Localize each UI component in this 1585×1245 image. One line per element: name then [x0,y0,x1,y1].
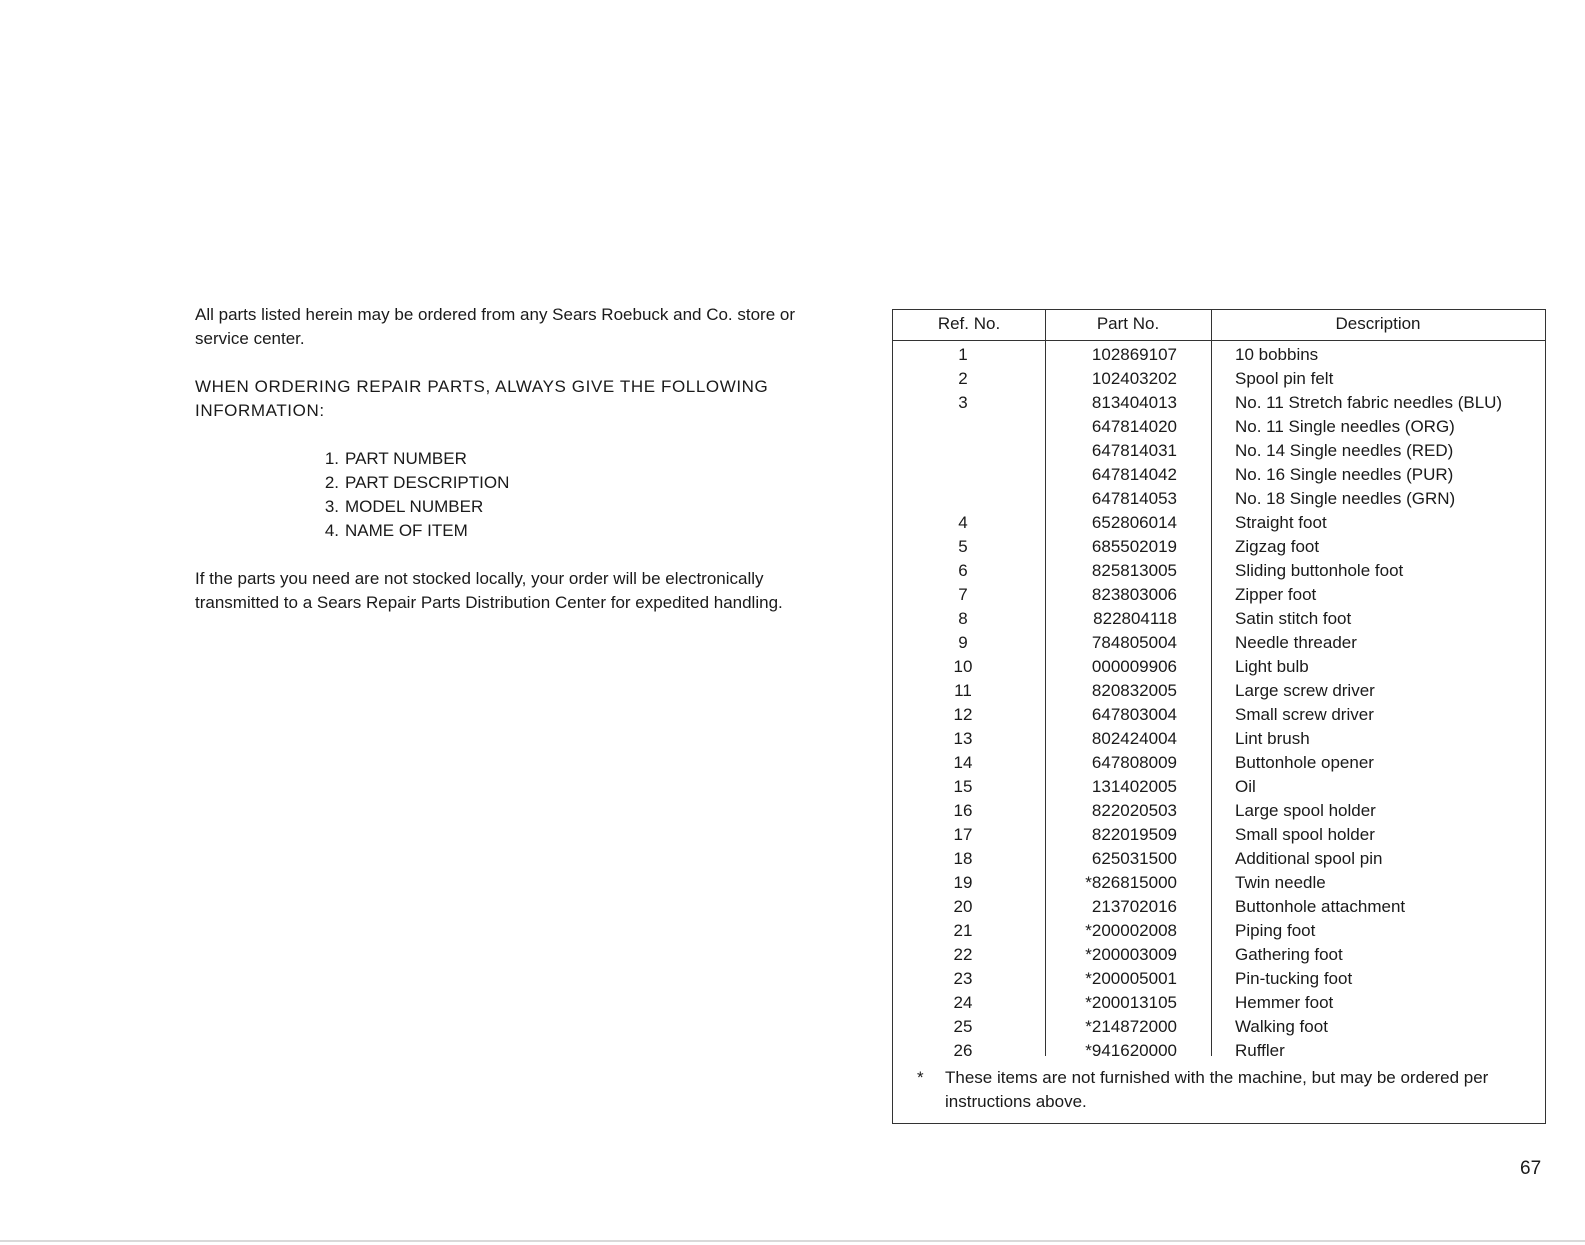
ref-cell: 20 [953,897,973,916]
header-ref-no: Ref. No. [937,314,1001,333]
ref-cell: 26 [953,1041,973,1060]
footnote-mark: * [917,1068,924,1087]
footnote [917,1066,1521,1114]
ref-cell: 16 [953,801,973,820]
table-row [893,559,1545,583]
description-cell: Walking foot [1235,1017,1328,1036]
description-cell: Small screw driver [1235,705,1374,724]
header-description: Description [1335,314,1421,333]
description-cell: Gathering foot [1235,945,1343,964]
description-cell: Sliding buttonhole foot [1235,561,1404,580]
description-cell: Small spool holder [1235,825,1375,844]
table-row [893,607,1545,631]
table-row [893,655,1545,679]
header-part-no: Part No. [1096,314,1160,333]
table-row [893,751,1545,775]
table-row [893,463,1545,487]
part-number-cell: 820832005 [1091,681,1177,700]
description-cell: Light bulb [1235,657,1309,676]
table-row [893,679,1545,703]
ref-cell: 21 [953,921,973,940]
list-item: 2. PART DESCRIPTION [324,473,510,492]
description-cell: Satin stitch foot [1235,609,1352,628]
ref-cell: 24 [953,993,973,1012]
ref-cell: 19 [953,873,973,892]
table-row [893,943,1545,967]
list-item: 3. MODEL NUMBER [324,497,484,516]
ref-cell: 7 [958,585,968,604]
description-cell: Needle threader [1235,633,1357,652]
part-number-cell: *200013105 [1085,993,1177,1012]
description-cell: Additional spool pin [1235,849,1383,868]
table-row [893,967,1545,991]
table-row [893,631,1545,655]
description-cell: Twin needle [1235,873,1326,892]
ref-cell: 12 [953,705,973,724]
description-cell: Pin-tucking foot [1235,969,1353,988]
description-cell: 10 bobbins [1235,345,1319,364]
part-number-cell: 102403202 [1091,369,1177,388]
ref-cell: 14 [953,753,973,772]
table-row [893,799,1545,823]
part-number-cell: 822019509 [1091,825,1177,844]
description-cell: Lint brush [1235,729,1310,748]
table-row [893,703,1545,727]
ref-cell: 15 [953,777,973,796]
table-row [893,367,1545,391]
table-row [893,1039,1545,1063]
part-number-cell: 647814031 [1091,441,1177,460]
ref-cell: 5 [958,537,968,556]
table-row [893,439,1545,463]
table-row [893,847,1545,871]
ref-cell: 18 [953,849,973,868]
ref-cell: 2 [958,369,968,388]
table-row [893,343,1545,367]
part-number-cell: 647808009 [1091,753,1177,772]
part-number-cell: 802424004 [1091,729,1177,748]
distribution-note: If the parts you need are not stocked locally, your order will be electronically transmitted to a Sears Repair Parts Distribution Center for expedited handling. [195,569,783,612]
page-edge-rule [0,1240,1585,1242]
table-row [893,511,1545,535]
part-number-cell: 813404013 [1091,393,1177,412]
required-info-list [195,447,835,543]
ref-cell: 1 [958,345,968,364]
part-number-cell: 000009906 [1091,657,1177,676]
list-item: 1. PART NUMBER [324,449,467,468]
part-number-cell: 822804118 [1093,609,1177,628]
table-row [893,487,1545,511]
ref-cell: 3 [958,393,968,412]
ordering-instructions [195,303,835,615]
part-number-cell: 647814042 [1091,465,1177,484]
ref-cell: 11 [954,681,972,700]
intro-text: All parts listed herein may be ordered from any Sears Roebuck and Co. store or service center. [195,305,796,348]
part-number-cell: 822020503 [1091,801,1177,820]
description-cell: Buttonhole opener [1235,753,1374,772]
part-number-cell: 685502019 [1091,537,1177,556]
part-number-cell: 652806014 [1091,513,1177,532]
header-divider [893,340,1545,341]
description-cell: No. 11 Single needles (ORG) [1235,417,1455,436]
description-cell: No. 16 Single needles (PUR) [1235,465,1454,484]
part-number-cell: *214872000 [1085,1017,1177,1036]
part-number-cell: 647814020 [1091,417,1177,436]
table-row [893,919,1545,943]
table-row [893,823,1545,847]
description-cell: Large screw driver [1235,681,1375,700]
table-row [893,1015,1545,1039]
description-cell: Large spool holder [1235,801,1376,820]
part-number-cell: 647803004 [1091,705,1177,724]
ref-cell: 17 [953,825,973,844]
description-cell: Straight foot [1235,513,1327,532]
table-row [893,775,1545,799]
description-cell: Hemmer foot [1235,993,1334,1012]
table-row [893,583,1545,607]
ref-cell: 25 [953,1017,973,1036]
description-cell: No. 18 Single needles (GRN) [1235,489,1456,508]
table-row [893,991,1545,1015]
description-cell: Buttonhole attachment [1235,897,1406,916]
part-number-cell: 784805004 [1091,633,1177,652]
table-row [893,391,1545,415]
description-cell: No. 11 Stretch fabric needles (BLU) [1235,393,1503,412]
part-number-cell: 625031500 [1091,849,1177,868]
ordering-heading: WHEN ORDERING REPAIR PARTS, ALWAYS GIVE THE FOLLOWING INFORMATION: [195,377,769,420]
ref-cell: 8 [958,609,968,628]
part-number-cell: *200002008 [1085,921,1177,940]
footnote-text: These items are not furnished with the machine, but may be ordered per instructions above. [945,1068,1489,1111]
part-number-cell: *941620000 [1085,1041,1177,1060]
parts-table [892,309,1546,1124]
table-row [893,895,1545,919]
description-cell: Piping foot [1235,921,1316,940]
part-number-cell: *826815000 [1085,873,1177,892]
description-cell: Zipper foot [1235,585,1317,604]
part-number-cell: 131402005 [1091,777,1177,796]
description-cell: Spool pin felt [1235,369,1334,388]
description-cell: Ruffler [1235,1041,1285,1060]
ref-cell: 23 [953,969,973,988]
list-item: 4. NAME OF ITEM [324,521,468,540]
ref-cell: 6 [958,561,968,580]
ref-cell: 22 [953,945,973,964]
part-number-cell: 213702016 [1091,897,1177,916]
ref-cell: 10 [953,657,973,676]
table-row [893,727,1545,751]
description-cell: Zigzag foot [1235,537,1320,556]
table-row [893,415,1545,439]
part-number-cell: *200005001 [1085,969,1177,988]
part-number-cell: 825813005 [1091,561,1177,580]
part-number-cell: *200003009 [1085,945,1177,964]
part-number-cell: 102869107 [1091,345,1177,364]
table-body [893,343,1545,1063]
page-number: 67 [1520,1158,1542,1179]
part-number-cell: 823803006 [1091,585,1177,604]
part-number-cell: 647814053 [1091,489,1177,508]
description-cell: No. 14 Single needles (RED) [1235,441,1454,460]
ref-cell: 4 [958,513,968,532]
description-cell: Oil [1235,777,1256,796]
table-row [893,871,1545,895]
ref-cell: 9 [958,633,968,652]
table-row [893,535,1545,559]
ref-cell: 13 [953,729,973,748]
